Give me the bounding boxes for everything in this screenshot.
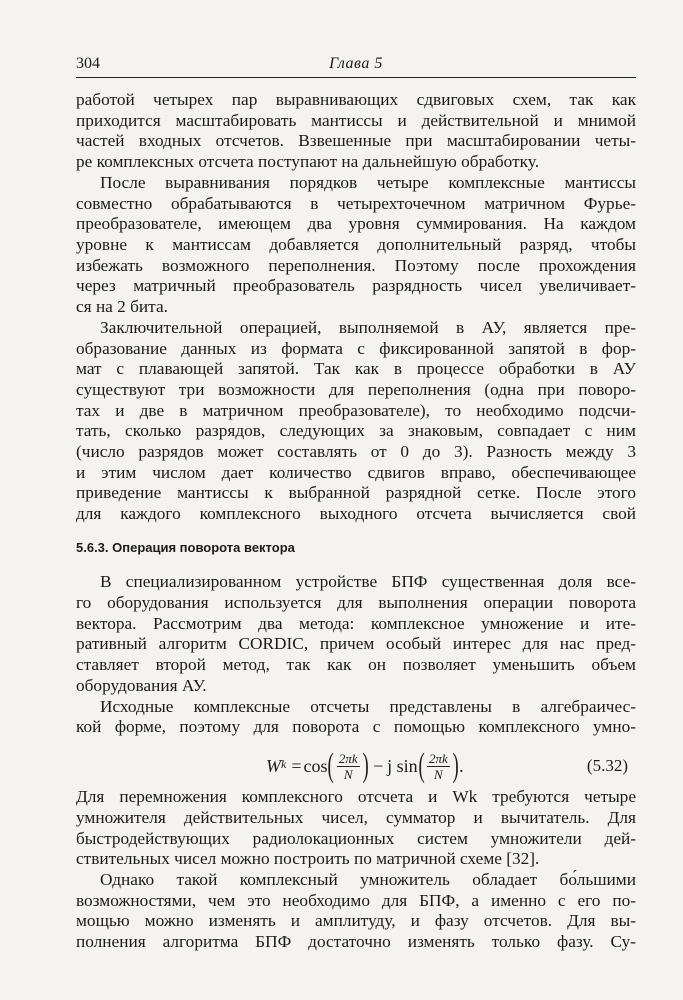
text-line: ративный алгоритм CORDIC, причем особый интерес для нас пред- [76,634,636,653]
text-line: образование данных из формата с фиксированной запятой в фор- [76,339,636,358]
text-line: преобразователе, имеющем два уровня суммирования. На каждом [76,214,636,233]
text-line: го оборудования используется для выполнения операции поворота [76,593,636,612]
text-line: Заключительной операцией, выполняемой в АУ, является пре- [100,318,636,337]
text-line: умножителя действительных чисел, сумматор и вычитатель. Для [76,808,636,827]
text-line: для каждого комплексного выходного отсчета вычисляется свой [76,504,636,523]
fraction-denominator: N [343,766,353,782]
text-line: (число разрядов может составлять от 0 до 3). Разность между 3 [76,442,636,461]
text-line: В специализированном устройстве БПФ существенная доля все- [100,572,636,591]
text-line: совместно обрабатываются в четырехточечном матричном Фурье- [76,194,636,213]
text-line: Для перемножения комплексного отсчета и Wk требуются четыре [76,787,636,806]
formula-close-paren: ) [362,747,369,784]
formula-close-paren-2: ) [452,747,459,784]
text-line: ствительных чисел можно построить по матричной схеме [32]. [76,849,540,868]
text-line: ставляет второй метод, так как он позволяет уменьшить объем [76,655,636,674]
formula-exponent: k [281,756,287,771]
text-line: ре комплексных отсчета поступают на дальнейшую обработку. [76,152,540,171]
text-line: частей входных отсчетов. Взвешенные при масштабировании четы- [76,131,636,150]
text-line: мат с плавающей запятой. Так как в процессе обработки в АУ [76,359,636,378]
text-line: существуют три возможности для переполнения (одна при поворо- [76,380,636,399]
text-line: возможностями, чем это необходимо для БПФ, а именно с его по- [76,891,636,910]
text-line: приходится масштабировать мантиссы и действительной и мнимой [76,111,636,130]
text-line: кой форме, поэтому для поворота с помощью комплексного умно- [76,717,636,736]
text-line: быстродействующих радиолокационных систем умножители дей- [76,829,636,848]
text-line: вектора. Рассмотрим два метода: комплексное умножение и ите- [76,614,636,633]
formula-open-paren-2: ( [418,747,425,784]
text-line: После выравнивания порядков четыре комплексные мантиссы [100,173,636,192]
fraction [337,751,360,782]
fraction-denominator-2: N [434,766,443,782]
fraction-numerator: 2πk [338,750,358,766]
text-line: уровне к мантиссам добавляется дополнительный разряд, чтобы [76,235,636,254]
equation-5-32 [76,744,636,788]
section-heading: 5.6.3. Операция поворота вектора [76,540,295,555]
text-line: полнения алгоритма БПФ достаточно изменять только фазу. Су- [76,932,636,951]
text-line: ся на 2 бита. [76,297,168,316]
formula-sin: j sin [387,755,418,776]
page-number: 304 [76,55,100,72]
fraction-numerator-2: 2πk [428,750,448,766]
fraction-2 [427,751,450,782]
text-line: работой четырех пар выравнивающих сдвиговых схем, так как [76,90,636,109]
text-line: и этим числом дает количество сдвигов вправо, обеспечивающее [76,463,636,482]
formula-end-dot: . [459,755,464,776]
formula-body [266,746,464,786]
text-line: тах и две в матричном преобразователе), то необходимо подсчи- [76,401,636,420]
running-head: Глава 5 [329,55,383,72]
text-line: Однако такой комплексный умножитель обладает бо́льшими [100,870,636,889]
text-line: избежать возможного переполнения. Поэтому после прохождения [76,256,636,275]
equation-number: (5.32) [586,756,628,775]
formula-cos: cos [303,755,328,776]
formula-minus: − [372,755,384,776]
text-line: Исходные комплексные отсчеты представлены в алгебраичес- [100,697,636,716]
text-line: тать, сколько разрядов, следующих за знаковым, совпадает с ним [76,421,636,440]
page-header [76,55,636,78]
text-line: через матричный преобразователь разрядность чисел увеличивает- [76,276,636,295]
formula-equals: = [291,755,302,776]
text-line: приведение мантиссы к выбранной разрядной сетке. После этого [76,483,636,502]
formula-open-paren: ( [328,747,335,784]
text-line: мощью можно изменять и амплитуду, и фазу отсчетов. Для вы- [76,911,636,930]
formula-lhs: W [266,755,281,776]
text-line: оборудования АУ. [76,676,207,695]
